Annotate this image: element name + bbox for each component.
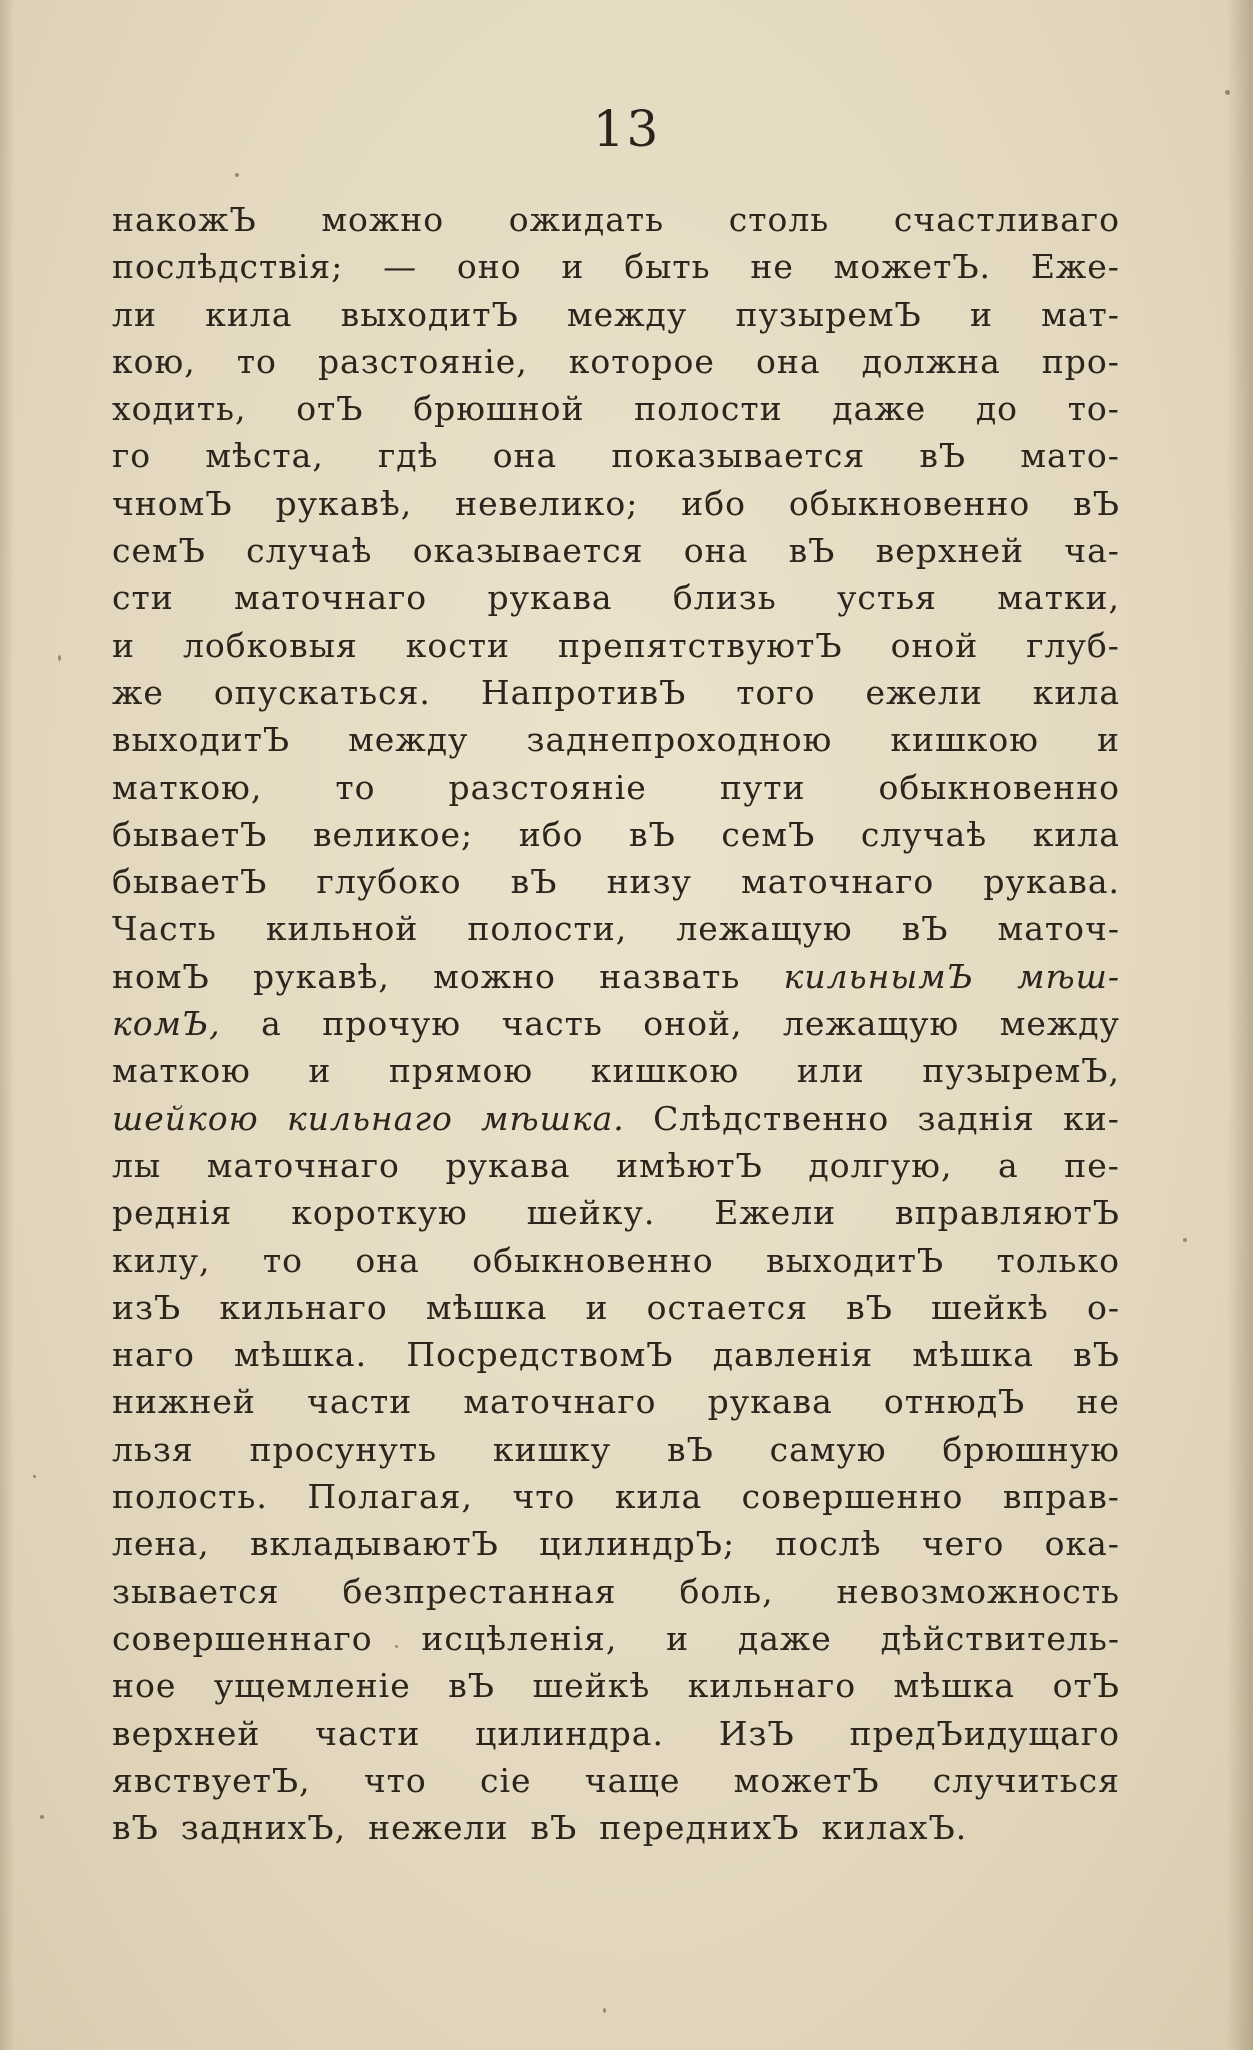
word: боль, <box>679 1571 774 1611</box>
word: рукавѣ, <box>275 483 413 523</box>
word: вкладываютЪ <box>249 1524 499 1564</box>
word: ли <box>112 294 157 334</box>
word: мѣста, <box>205 436 324 476</box>
word: кильнаго <box>286 1098 453 1138</box>
word: выходитЪ <box>340 294 519 334</box>
word: лежащую <box>676 909 853 949</box>
word: кила <box>205 294 293 334</box>
text-line <box>112 200 1120 247</box>
word: мато- <box>1020 436 1120 476</box>
word: лежащую <box>782 1004 960 1044</box>
word: что <box>363 1760 427 1800</box>
text-line <box>112 1146 1120 1193</box>
word: матки, <box>997 578 1120 618</box>
word: и <box>112 625 135 665</box>
word: между <box>999 1004 1120 1044</box>
word: кила <box>1032 672 1120 712</box>
word: низу <box>606 862 692 902</box>
word: оказывается <box>412 531 644 571</box>
text-line <box>112 1382 1120 1429</box>
text-line <box>112 1619 1120 1666</box>
word: вЪ <box>846 1287 893 1327</box>
word: гдѣ <box>378 436 439 476</box>
paper-speck <box>235 173 239 177</box>
word: то <box>335 767 376 807</box>
word: части <box>307 1382 413 1422</box>
text-line <box>112 1099 1120 1146</box>
word: ное <box>112 1666 177 1706</box>
page-edge-shadow-right <box>1227 0 1253 2050</box>
word: оной, <box>643 1004 743 1044</box>
word: маточнаго <box>741 862 935 902</box>
word: ибо <box>681 483 746 523</box>
word: мѣшка <box>893 1666 1016 1706</box>
word: ущемленіе <box>213 1666 411 1706</box>
word: разстояніе, <box>317 341 528 381</box>
word: реднія <box>112 1193 233 1233</box>
word: Ежели <box>714 1193 837 1233</box>
word: то- <box>1067 389 1120 429</box>
word: выходитЪ <box>112 720 291 760</box>
word: лы <box>112 1145 162 1185</box>
text-line <box>112 815 1120 862</box>
word: то <box>262 1240 303 1280</box>
word: глуб- <box>1026 625 1120 665</box>
word: семЪ <box>721 814 816 854</box>
word: она <box>755 341 821 381</box>
paper-speck <box>33 1475 36 1478</box>
text-line <box>112 1666 1120 1713</box>
word: изЪ <box>112 1287 182 1327</box>
word: рукава <box>487 578 613 618</box>
word: — <box>383 247 418 287</box>
word: самую <box>769 1429 887 1469</box>
word: мѣшка. <box>234 1335 368 1375</box>
word: килу, <box>112 1240 211 1280</box>
text-line <box>112 531 1120 578</box>
word: Полагая, <box>307 1477 473 1517</box>
word: мѣшка <box>912 1335 1034 1375</box>
word: выходитЪ <box>766 1240 945 1280</box>
text-line <box>112 436 1120 483</box>
word: рукава <box>445 1145 571 1185</box>
word: что <box>512 1477 576 1517</box>
word: обыкновенно <box>878 767 1120 807</box>
word: и <box>666 1618 690 1658</box>
word: кильнымЪ <box>783 956 974 996</box>
word: цилиндра. <box>475 1713 664 1753</box>
word: Часть <box>112 909 217 949</box>
word: ИзЪ <box>718 1713 795 1753</box>
word: столь <box>728 200 830 239</box>
text-line <box>112 1714 1120 1761</box>
word: имѣютЪ <box>616 1145 763 1185</box>
word: нежели <box>368 1808 509 1848</box>
word: бываетЪ <box>112 814 268 854</box>
text-line <box>112 1051 1120 1098</box>
word: заднепроходною <box>526 720 833 760</box>
word: не <box>750 247 794 287</box>
page-edge-shadow-left <box>0 0 14 2050</box>
word: можно <box>321 200 445 239</box>
word: рукавѣ, <box>253 956 390 996</box>
word: часть <box>501 1004 603 1044</box>
word: ежели <box>865 672 983 712</box>
word: полости <box>634 389 783 429</box>
word: которое <box>568 341 715 381</box>
word: чего <box>921 1524 1005 1564</box>
word: переднихЪ <box>599 1808 800 1848</box>
word: даже <box>737 1618 832 1658</box>
word: рукава. <box>983 862 1120 902</box>
word: и <box>1096 720 1120 760</box>
word: и <box>561 247 585 287</box>
text-line <box>112 1288 1120 1335</box>
word: лобковыя <box>182 625 358 665</box>
word: безпрестанная <box>342 1571 617 1611</box>
word: ока- <box>1044 1524 1120 1564</box>
word: маткою, <box>112 767 263 807</box>
word: верхней <box>875 531 1024 571</box>
word: чаще <box>584 1760 681 1800</box>
word: то <box>236 341 277 381</box>
word: маткою <box>112 1051 251 1091</box>
word: ПосредствомЪ <box>406 1335 674 1375</box>
word: цилиндрЪ; <box>539 1524 736 1564</box>
text-line <box>112 247 1120 294</box>
word: вЪ <box>1073 1335 1120 1375</box>
word: она <box>683 531 749 571</box>
word: кильнаго <box>687 1666 857 1706</box>
word: вправ- <box>1002 1477 1120 1517</box>
word: показывается <box>611 436 866 476</box>
word: счастливаго <box>893 200 1120 239</box>
word: даже <box>832 389 927 429</box>
word: кою, <box>112 341 196 381</box>
word: семЪ <box>112 531 206 571</box>
text-line <box>112 1808 1120 1855</box>
word: пути <box>719 767 806 807</box>
word: отЪ <box>1052 1666 1120 1706</box>
word: она <box>492 436 558 476</box>
word: кила <box>1032 814 1120 854</box>
word: мѣш- <box>1017 956 1120 996</box>
word: шейкѣ <box>931 1287 1049 1327</box>
text-line <box>112 626 1120 673</box>
word: дѣйствитель- <box>880 1618 1120 1658</box>
word: или <box>796 1051 865 1091</box>
word: ходить, <box>112 389 247 429</box>
word: ожидать <box>508 200 665 239</box>
word: наго <box>112 1335 195 1375</box>
word: можетЪ. <box>833 247 992 287</box>
word: кила <box>614 1477 703 1517</box>
word: го <box>112 436 152 476</box>
word: номЪ <box>112 956 210 996</box>
paper-speck <box>40 1815 44 1819</box>
word: явствуетЪ, <box>112 1760 311 1800</box>
body-text <box>112 200 1120 1855</box>
word: отнюдЪ <box>883 1382 1026 1422</box>
word: брюшной <box>413 389 585 429</box>
word: случаѣ <box>246 531 373 571</box>
word: нижней <box>112 1382 256 1422</box>
text-line <box>112 342 1120 389</box>
paper-speck <box>58 655 61 661</box>
word: рукава <box>707 1382 833 1422</box>
word: оной <box>890 625 979 665</box>
word: маточнаго <box>234 578 428 618</box>
word: кости <box>405 625 510 665</box>
word: кильнаго <box>219 1287 388 1327</box>
paper-speck <box>603 2008 606 2013</box>
word: ибо <box>518 814 584 854</box>
word: вЪ <box>919 436 967 476</box>
word: кишкою <box>590 1051 740 1091</box>
word: прочую <box>322 1004 462 1044</box>
paper-speck <box>1183 1238 1187 1242</box>
word: заднихЪ, <box>180 1808 347 1848</box>
word: вЪ <box>629 814 676 854</box>
word: чномЪ <box>112 483 233 523</box>
word: вЪ <box>1073 483 1120 523</box>
word: она <box>355 1240 420 1280</box>
text-line <box>112 1761 1120 1808</box>
word: между <box>348 720 469 760</box>
word: долгую, <box>808 1145 953 1185</box>
word: заднія <box>917 1098 1035 1138</box>
word: вЪ <box>448 1666 496 1706</box>
word: совершеннаго <box>112 1618 373 1658</box>
word: препятствуютЪ <box>557 625 843 665</box>
word: маточ- <box>997 909 1120 949</box>
word: исцѣленія, <box>421 1618 618 1658</box>
word: между <box>567 294 688 334</box>
word: случаѣ <box>860 814 988 854</box>
text-line <box>112 484 1120 531</box>
word: устья <box>837 578 937 618</box>
word: назвать <box>599 956 741 996</box>
word: послѣдствія; <box>112 247 344 287</box>
word: обыкновенно <box>472 1240 714 1280</box>
word: верхней <box>112 1713 261 1753</box>
word: можно <box>433 956 556 996</box>
word: невелико; <box>455 483 639 523</box>
text-line <box>112 578 1120 625</box>
word: до <box>975 389 1018 429</box>
word: вЪ <box>530 1808 578 1848</box>
word: зывается <box>112 1571 280 1611</box>
word: опускаться. <box>213 672 431 712</box>
word: а <box>261 1004 282 1044</box>
word: невозможность <box>836 1571 1120 1611</box>
word: разстояніе <box>448 767 647 807</box>
text-line <box>112 1524 1120 1571</box>
word: пузыремЪ, <box>922 1051 1120 1091</box>
word: и <box>308 1051 332 1091</box>
word: полость. <box>112 1477 268 1517</box>
word: оно <box>456 247 522 287</box>
word: же <box>112 672 164 712</box>
paper-speck <box>395 1645 398 1648</box>
word: глубоко <box>316 862 462 902</box>
word: шейку. <box>526 1193 656 1233</box>
word: пузыремЪ <box>735 294 922 334</box>
text-line <box>112 909 1120 956</box>
word: о- <box>1086 1287 1120 1327</box>
word: маточнаго <box>463 1382 657 1422</box>
word: близь <box>672 578 777 618</box>
word: мат- <box>1041 294 1120 334</box>
word: отЪ <box>296 389 364 429</box>
text-line <box>112 1004 1120 1051</box>
text-line <box>112 1241 1120 1288</box>
word: комЪ, <box>112 1004 221 1044</box>
word: про- <box>1041 341 1120 381</box>
word: полости, <box>467 909 628 949</box>
text-line <box>112 768 1120 815</box>
word: давленія <box>712 1335 874 1375</box>
word: кильной <box>265 909 419 949</box>
text-line <box>112 720 1120 767</box>
text-line <box>112 295 1120 342</box>
word: сіе <box>479 1760 532 1800</box>
word: части <box>315 1713 421 1753</box>
paper-speck <box>1225 90 1230 95</box>
word: вправляютЪ <box>895 1193 1120 1233</box>
word: вЪ <box>788 531 836 571</box>
word: быть <box>624 247 711 287</box>
word: остается <box>646 1287 809 1327</box>
word: маточнаго <box>206 1145 400 1185</box>
word: накожЪ <box>112 200 257 239</box>
text-line <box>112 1477 1120 1524</box>
word: можетЪ <box>733 1760 880 1800</box>
word: льзя <box>112 1429 194 1469</box>
word: обыкновенно <box>788 483 1031 523</box>
word: мѣшка. <box>481 1098 625 1138</box>
word: послѣ <box>775 1524 882 1564</box>
text-line <box>112 1430 1120 1477</box>
word: НапротивЪ <box>480 672 687 712</box>
word: брюшную <box>942 1429 1120 1469</box>
word: лена, <box>112 1524 210 1564</box>
word: и <box>585 1287 609 1327</box>
text-line <box>112 957 1120 1004</box>
word: пе- <box>1064 1145 1120 1185</box>
word: Еже- <box>1030 247 1120 287</box>
word: только <box>996 1240 1120 1280</box>
word: и <box>969 294 993 334</box>
text-line <box>112 673 1120 720</box>
word: должна <box>861 341 1001 381</box>
page-number: 13 <box>592 100 661 158</box>
word: короткую <box>291 1193 468 1233</box>
word: предЪидущаго <box>849 1713 1120 1753</box>
word: мѣшка <box>425 1287 548 1327</box>
word: Слѣдственно <box>653 1098 890 1138</box>
word: шейкѣ <box>532 1666 651 1706</box>
word: просунуть <box>249 1429 438 1469</box>
word: сти <box>112 578 174 618</box>
word: а <box>998 1145 1019 1185</box>
word: того <box>736 672 816 712</box>
word: вЪ <box>901 909 949 949</box>
word: великое; <box>312 814 474 854</box>
word: совершенно <box>741 1477 964 1517</box>
text-line <box>112 1572 1120 1619</box>
word: ча- <box>1064 531 1120 571</box>
word: вЪ <box>510 862 558 902</box>
word: вЪ <box>667 1429 714 1469</box>
word: бываетЪ <box>112 862 268 902</box>
word: прямою <box>388 1051 534 1091</box>
word: кишку <box>492 1429 612 1469</box>
word: случиться <box>932 1760 1120 1800</box>
text-line <box>112 1335 1120 1382</box>
word: кишкою <box>890 720 1039 760</box>
text-line <box>112 862 1120 909</box>
word: килахЪ. <box>821 1808 968 1848</box>
word: шейкою <box>112 1098 259 1138</box>
text-line <box>112 389 1120 436</box>
word: вЪ <box>112 1808 159 1848</box>
text-line <box>112 1193 1120 1240</box>
word: ки- <box>1063 1098 1120 1138</box>
word: не <box>1076 1382 1120 1422</box>
